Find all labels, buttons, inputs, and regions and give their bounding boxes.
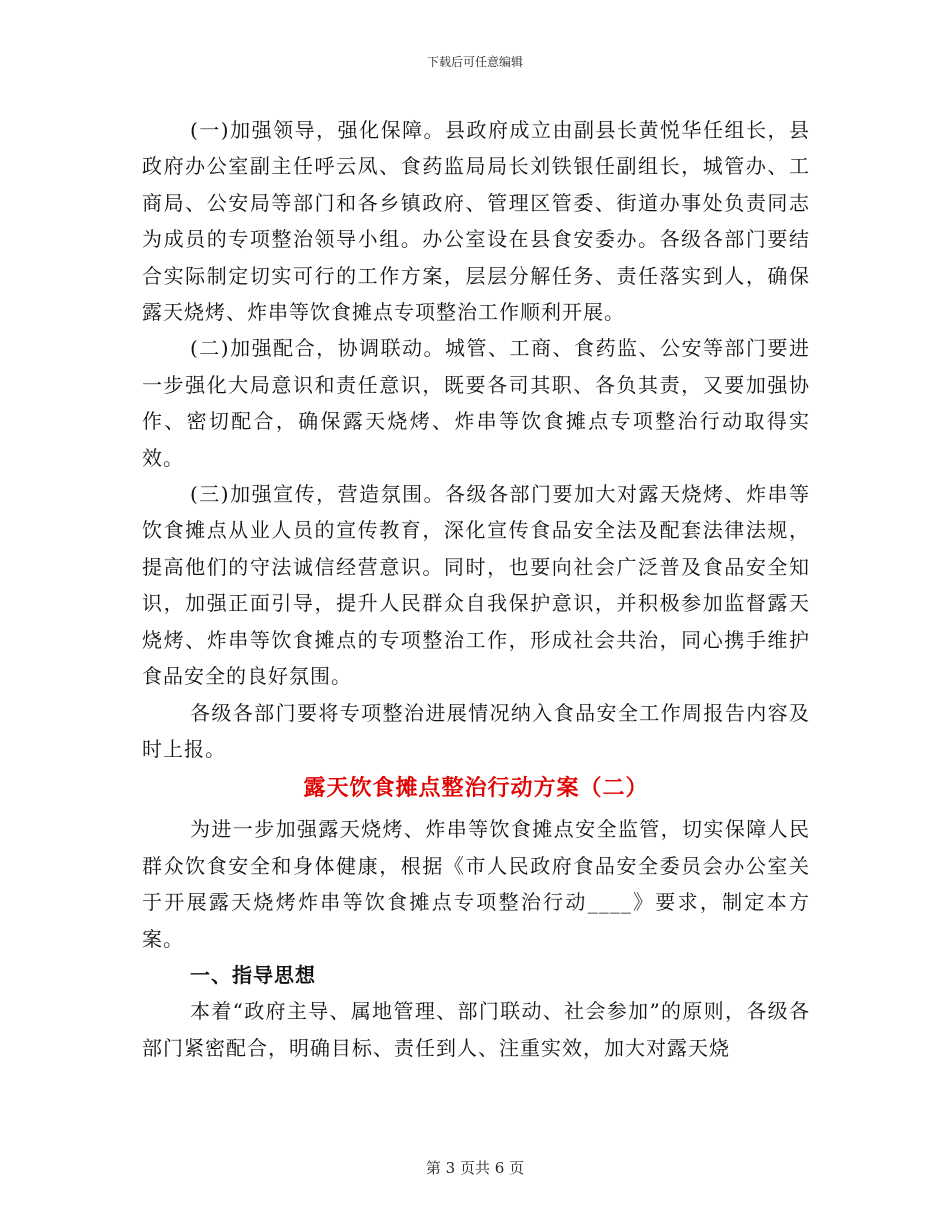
heading-guiding-ideology: 一、指导思想 [190, 962, 316, 987]
document-body [142, 112, 810, 1066]
paragraph-guideline: 本着“政府主导、属地管理、部门联动、社会参加”的原则，各级各部门紧密配合，明确目标、责任到人、注重实效，加大对露天烧 [142, 999, 810, 1060]
page-header: 下载后可任意编辑 [426, 55, 523, 69]
paragraph-strengthen-coordination: (二)加强配合，协调联动。城管、工商、食药监、公安等部门要进一步强化大局意识和责任意识，既要各司其职、各负其责，又要加强协作、密切配合，确保露天烧烤、炸串等饮食摊点专项整治行动取得实效。 [142, 336, 810, 470]
section-title: 露天饮食摊点整治行动方案（二） [303, 775, 649, 802]
page-footer: 第 3 页共 6 页 [425, 1159, 525, 1177]
paragraph-report-progress: 各级各部门要将专项整治进展情况纳入食品安全工作周报告内容及时上报。 [142, 700, 810, 761]
paragraph-intro: 为进一步加强露天烧烤、炸串等饮食摊点安全监管，切实保障人民群众饮食安全和身体健康，根据《市人民政府食品安全委员会办公室关于开展露天烧烤炸串等饮食摊点专项整治行动____》要求，制定本方案。 [142, 817, 810, 951]
paragraph-strengthen-publicity: (三)加强宣传，营造氛围。各级各部门要加大对露天烧烤、炸串等饮食摊点从业人员的宣传教育，深化宣传食品安全法及配套法律法规，提高他们的守法诚信经营意识。同时，也要向社会广泛普及食品安全知识，加强正面引导，提升人民群众自我保护意识，并积极参加监督露天烧烤、炸串等饮食摊点的专项整治工作，形成社会共治，同心携手维护食品安全的良好氛围。 [142, 482, 810, 689]
paragraph-strengthen-leadership: (一)加强领导，强化保障。县政府成立由副县长黄悦华任组长，县政府办公室副主任呼云凤、食药监局局长刘铁银任副组长，城管办、工商局、公安局等部门和各乡镇政府、管理区管委、街道办事处负责同志为成员的专项整治领导小组。办公室设在县食安委办。各级各部门要结合实际制定切实可行的工作方案，层层分解任务、责任落实到人，确保露天烧烤、炸串等饮食摊点专项整治工作顺利开展。 [142, 118, 810, 325]
